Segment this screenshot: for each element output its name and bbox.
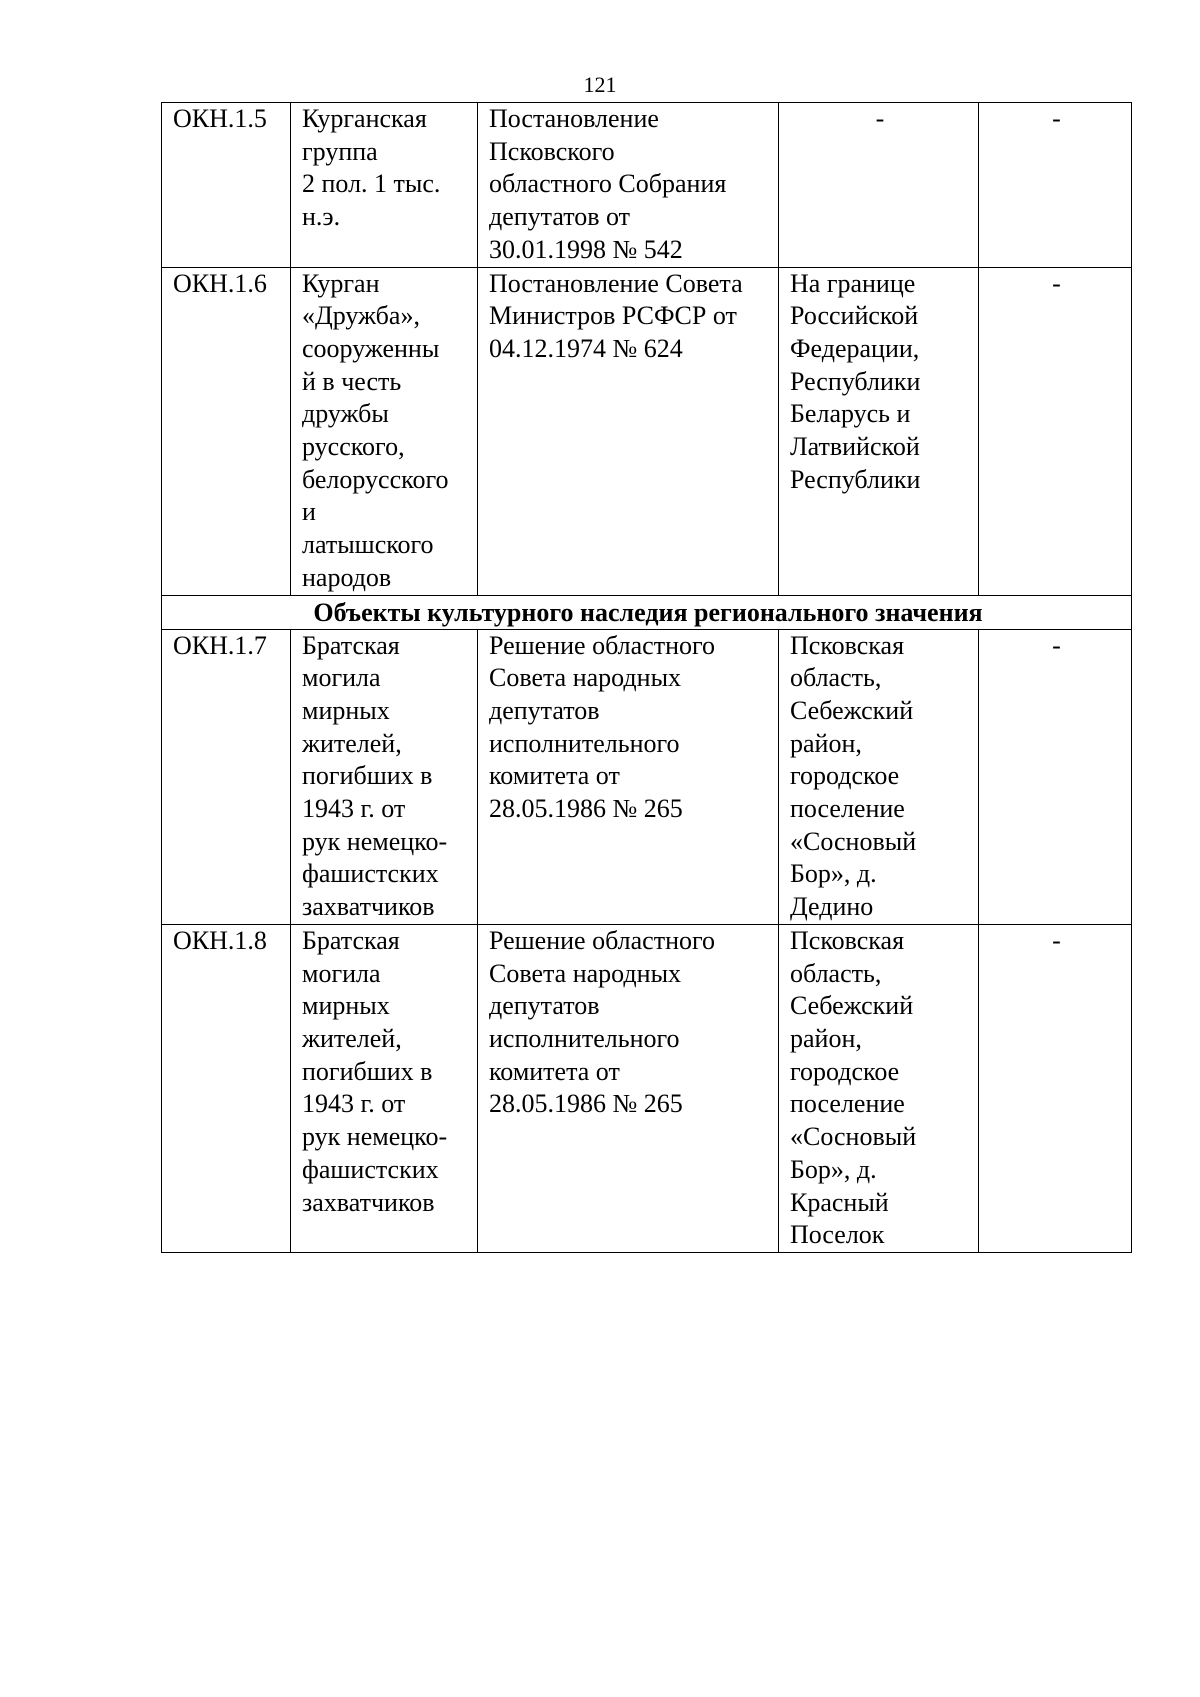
- object-location-cell: Псковская область, Себежский район, городское поселение «Сосновый Бор», д. Красный Поселок: [779, 924, 979, 1252]
- table-row: [162, 103, 1132, 268]
- protection-document-cell: Решение областного Совета народных депутатов исполнительного комитета от 28.05.1986 № 265: [478, 924, 779, 1252]
- object-location-cell: -: [779, 103, 979, 268]
- section-heading-row: [162, 595, 1132, 629]
- table-row: [162, 924, 1132, 1252]
- heritage-objects-table: [161, 102, 1132, 1253]
- protection-document-cell: Постановление Псковского областного Собрания депутатов от 30.01.1998 № 542: [478, 103, 779, 268]
- object-name-cell: Братская могила мирных жителей, погибших в 1943 г. от рук немецко- фашистских захватчиков: [291, 629, 478, 924]
- object-code-cell: ОКН.1.5: [162, 103, 291, 268]
- object-name-cell: Курганская группа 2 пол. 1 тыс. н.э.: [291, 103, 478, 268]
- object-location-cell: Псковская область, Себежский район, городское поселение «Сосновый Бор», д. Дедино: [779, 629, 979, 924]
- note-cell: -: [979, 103, 1132, 268]
- page-number: 121: [583, 72, 617, 97]
- table-row: [162, 629, 1132, 924]
- protection-document-cell: Постановление Совета Министров РСФСР от 04.12.1974 № 624: [478, 267, 779, 595]
- section-heading: Объекты культурного наследия регионального значения: [162, 595, 1132, 629]
- object-location-cell: На границе Российской Федерации, Республики Беларусь и Латвийской Республики: [779, 267, 979, 595]
- note-cell: -: [979, 924, 1132, 1252]
- note-cell: -: [979, 267, 1132, 595]
- object-name-cell: Курган «Дружба», сооруженны й в честь дружбы русского, белорусского и латышского народов: [291, 267, 478, 595]
- table-row: [162, 267, 1132, 595]
- table-body: [162, 103, 1132, 1253]
- object-code-cell: ОКН.1.6: [162, 267, 291, 595]
- protection-document-cell: Решение областного Совета народных депутатов исполнительного комитета от 28.05.1986 № 265: [478, 629, 779, 924]
- note-cell: -: [979, 629, 1132, 924]
- object-code-cell: ОКН.1.8: [162, 924, 291, 1252]
- object-name-cell: Братская могила мирных жителей, погибших в 1943 г. от рук немецко- фашистских захватчиков: [291, 924, 478, 1252]
- object-code-cell: ОКН.1.7: [162, 629, 291, 924]
